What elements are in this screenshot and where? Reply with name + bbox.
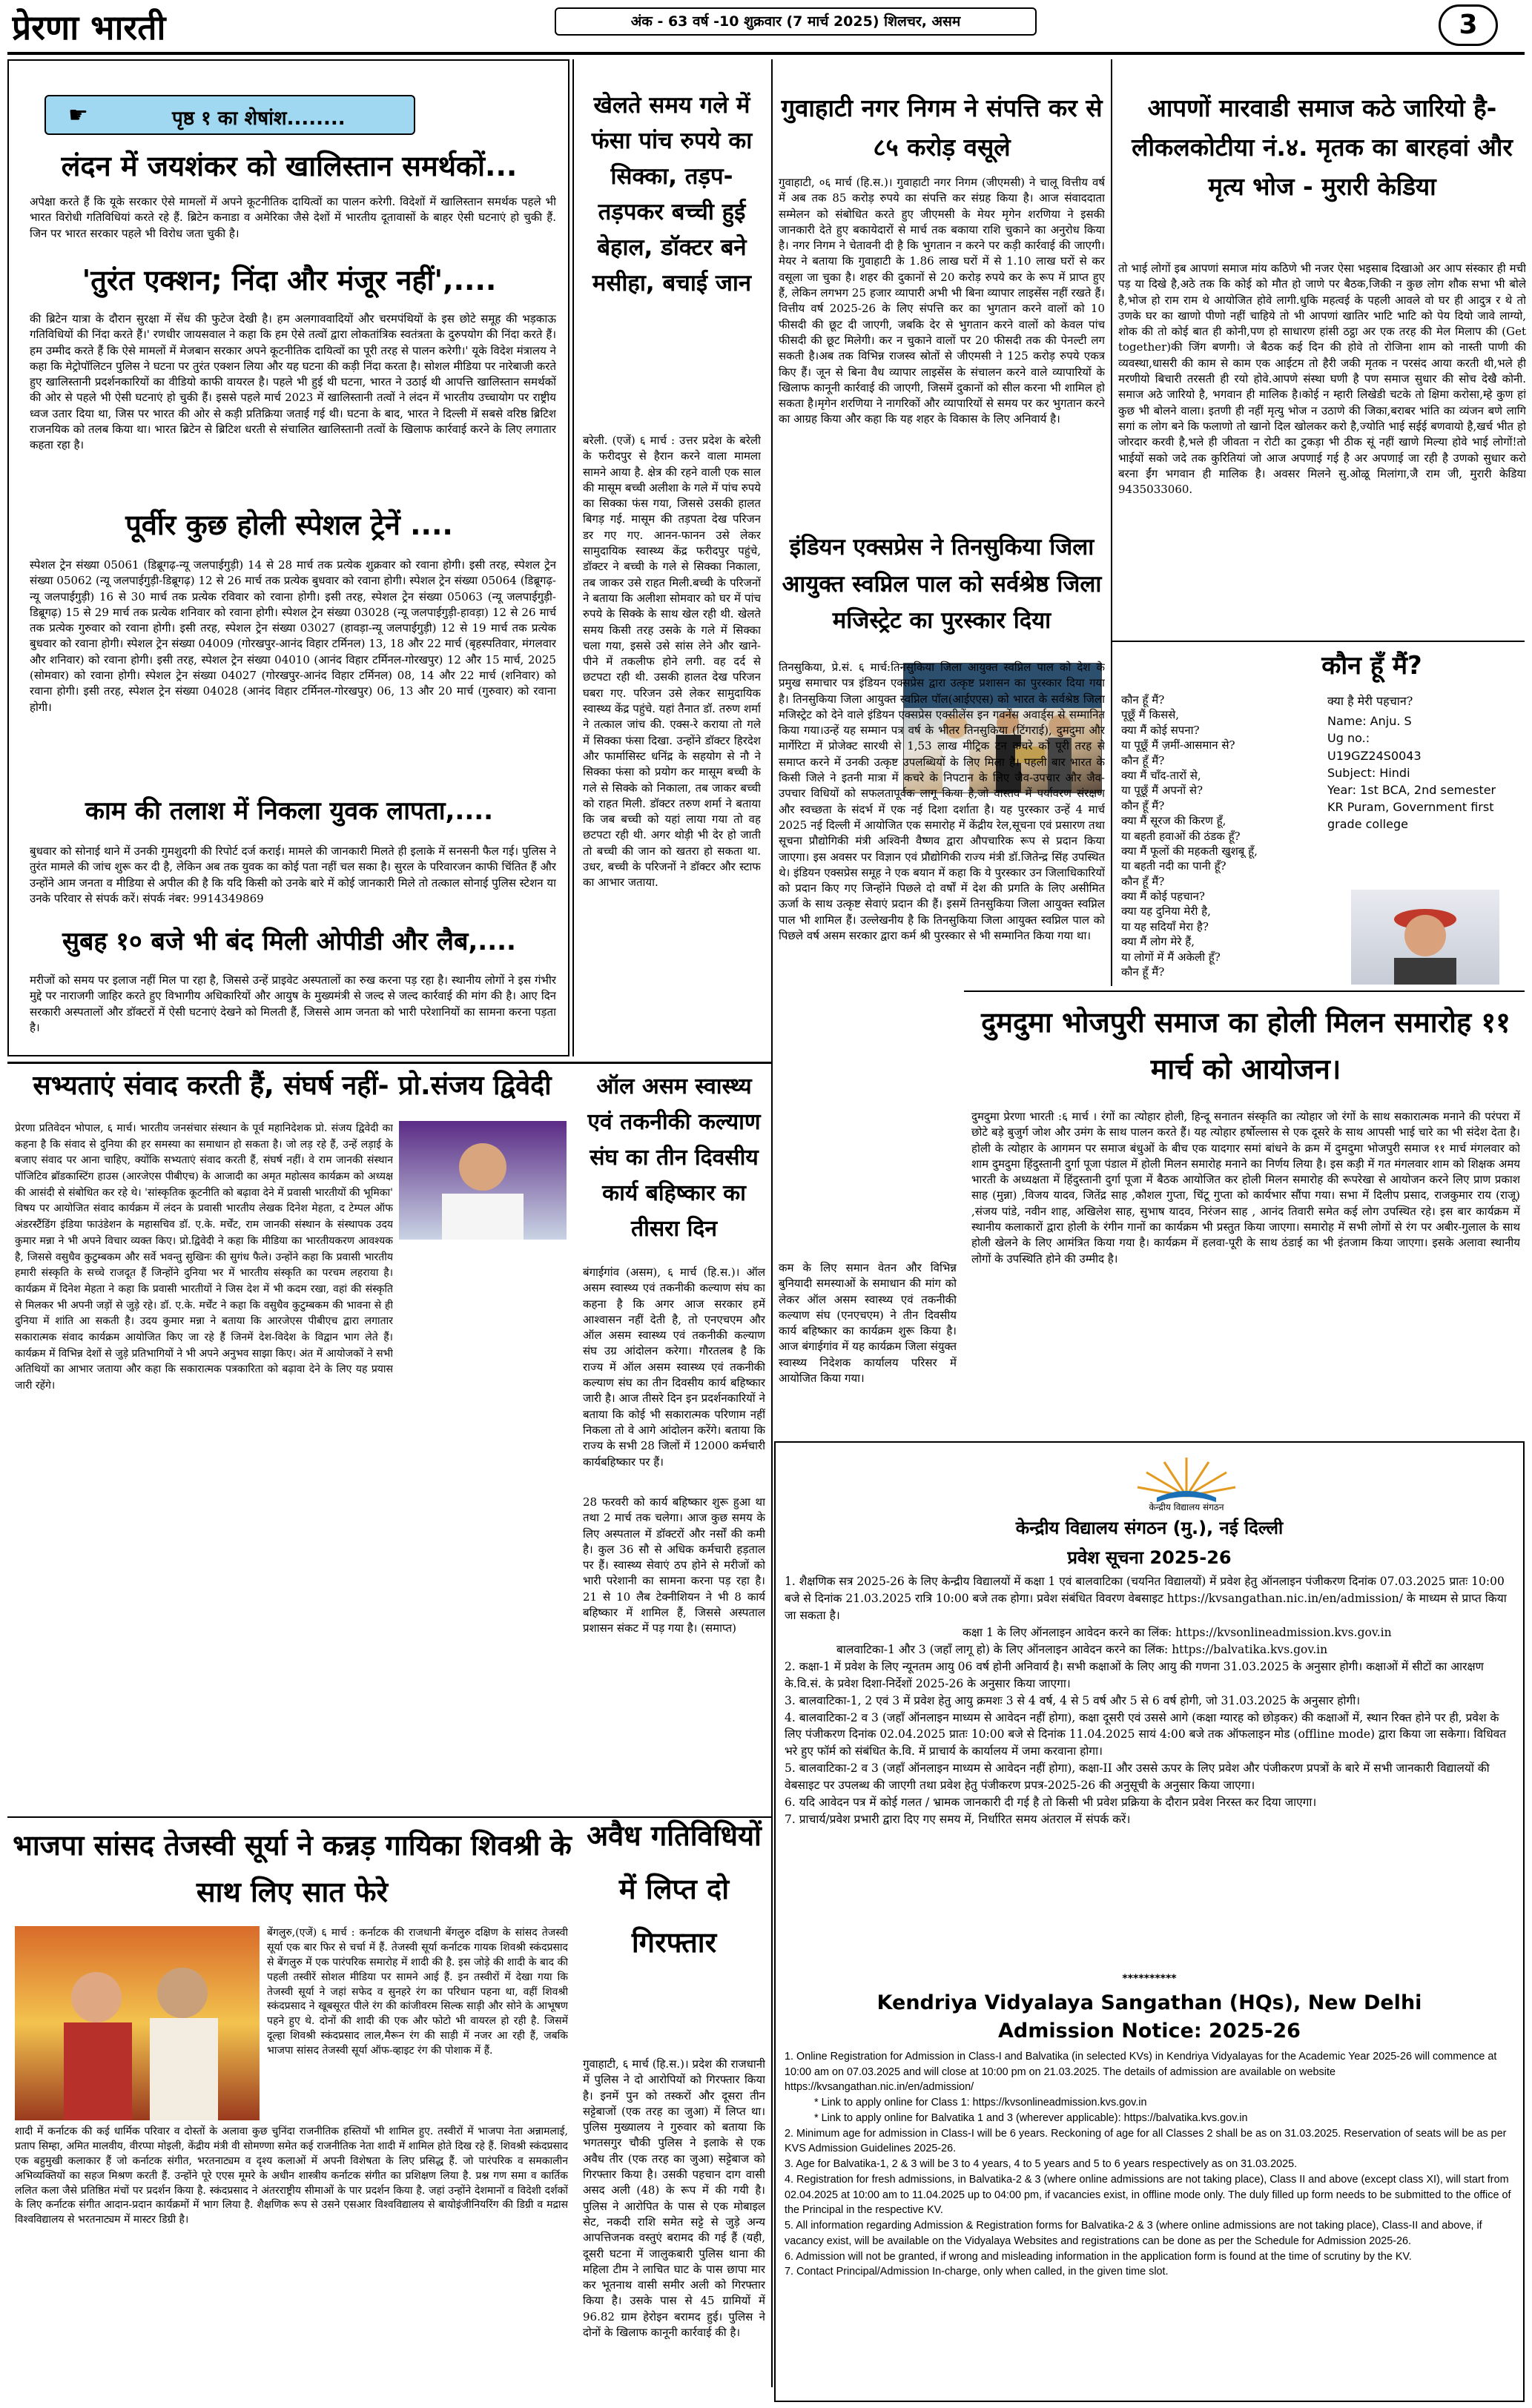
poem-line: या पूछूँ मैं ज़मीं-आसमान से? — [1121, 738, 1235, 752]
column-rule — [771, 59, 773, 2387]
masthead-rule — [7, 52, 1525, 55]
wedding-photo — [15, 1926, 260, 2120]
section-rule — [7, 1062, 771, 1064]
article-title: दुमदुमा भोजपुरी समाज का होली मिलन समारोह ११ मार्च को आयोजन। — [981, 1006, 1510, 1085]
article-title: आपणों मारवाडी समाज कठे जारियो है-लीकलकोटीया नं.४. मृतक का बारहवां और मृत्य भोज - मुरारी केडिया — [1132, 93, 1513, 201]
continuation-tag — [44, 95, 415, 135]
article-body: बरेली. (एजें) ६ मार्च : उत्तर प्रदेश के बरेली के फरीदपुर से हैरान करने वाला मामला सामने आया है. क्षेत्र की रहने वाली एक साल की मासूम बच्ची अलीशा के गले में पांच रुपये का सिक्का फंस गया, जिससे उसकी हालत बिगड़ गई. मासूम की तड़पता देख परिजन डर गए गए. आनन-फानन उसे लेकर सामुदायिक स्वास्थ्य केंद्र फरीदपुर पहुंचे, डॉक्टर ने बच्ची के गले से सिक्का निकाला, तब जाकर उसे राहत मिली.बच्ची के परिजनों ने बताया कि अलीशा सोमवार को घर में पांच रुपये के सिक्के के साथ खेल रही थी. खेलते समय किसी तरह उसके के गले में सिक्का चला गया, इससे उसे सांस लेने और खाने-पीने में तकलीफ होने लगी. वह दर्द से छटपटा रही थी. उसकी हालत देख परिजन घबरा गए. परिजन उसे लेकर सामुदायिक स्वास्थ्य केंद्र पहुंचे. यहां तैनात डॉ. तरुण शर्मा ने तत्काल जांच की. एक्स-रे कराया तो गले में सिक्का फंसा दिखा. उन्होंने डॉक्टर हिरदेश और फार्मासिस्ट धनिंद्र के सहयोग से नौ ने सिक्का फंसा को प्रयोग कर मासूम बच्ची के गले से सिक्के को निकाला, तब जाकर बच्ची को राहत मिली. डॉक्टर तरुण शर्मा ने बताया कि जब बच्ची को यहां लाया गया तो वह छटपटा रही थी. अगर थोड़ी भी देर हो जाती तो बच्ची की जान को खतरा हो सकता था. उधर, बच्ची के परिजनों ने डॉक्टर और स्टाफ का आभार जताया. — [583, 434, 761, 890]
kvs-hindi-item: बालवाटिका-1 और 3 (जहाँ लागू हो) के लिए ऑनलाइन आवेदन करने का लिंक: https://balvatika.kvs.gov.in — [836, 1642, 1328, 1656]
article-title: गुवाहाटी नगर निगम ने संपत्ति कर से ८५ करोड़ वसूले — [781, 93, 1103, 162]
article-body: गुवाहाटी, ६ मार्च (हि.स.)। प्रदेश की राजधानी में पुलिस ने दो आरोपियों को गिरफ्तार किया है। इनमें पुन को तस्करों और दूसरा तीन सट्टेबाजों (एक तरह का जुआ) में लिप्त था।पुलिस मुख्यालय ने गुरुवार को बताया कि भगतसगुर चौकी पुलिस ने इलाके से एक अवैध तीर (एक तरह का जुआ) सट्टेबाज को गिरफ्तार किया है। उसकी पहचान दाग वासी असद अली (48) के रूप में की गयी है। पुलिस ने आरोपित के पास से एक मोबाइल सेट, नकदी राशि समेत सट्टे से जुड़े अन्य आपत्तिजनक वस्तुएं बरामद की गई हैं (यही, दूसरी घटना में जालुकबारी पुलिस थाना की महिला टीम ने लाचित घाट के पास छापा मार कर भूतनाथ वासी समीर अली को गिरफ्तार किया है। उसके पास से 45 ग्रामियों में 96.82 ग्राम हेरोइन बरामद हुई। पुलिस ने दोनों के खिलाफ कानूनी कार्रवाई की है। — [583, 2057, 765, 2340]
kvs-hindi-item: 6. यदि आवेदन पत्र में कोई गलत / भ्रामक जानकारी दी गई है तो किसी भी प्रवेश प्रक्रिया के दौरान प्रवेश निरस्त कर दिया जाएगा। — [785, 1796, 1317, 1810]
poem-line: कौन हूँ मैं? — [1121, 874, 1165, 888]
kvs-notice-title-hindi: प्रवेश सूचना 2025-26 — [1067, 1547, 1232, 1568]
poem-body — [1121, 692, 1307, 989]
poem-line: क्या है मेरी पहचान? — [1327, 694, 1413, 708]
kvs-notice-title-english: Admission Notice: 2025-26 — [998, 2020, 1301, 2042]
poem-line: क्या मैं कोई सपना? — [1121, 723, 1200, 737]
poem-line: क्या मैं कोई पहचान? — [1121, 890, 1205, 904]
author-ug-number: U19GZ24S0043 — [1327, 748, 1422, 763]
kvs-english-item: 1. Online Registration for Admission in Class-I and Balvatika (in selected KVs) in Kendriya Vidyalayas for the Academic Year 2025-26 will commence at 10:00 am on 07.03.2025 and will close at 10:00 pm on 21.03.2025. The details of admission are available on website https://kvsangathan.nic.in/en/admission/ — [785, 2051, 1497, 2094]
poem-line: या लोगों में मैं अकेली हूँ? — [1121, 950, 1221, 964]
kvs-hindi-item: 4. बालवाटिका-2 व 3 (जहाँ ऑनलाइन माध्यम से आवेदन नहीं होगा), कक्षा दूसरी एवं उससे आगे (कक्षा ग्यारह को छोड़कर) की कक्षाओं में, स्थान रिक्त होने पर ही, प्रवेश के लिए पंजीकरण दिनांक 02.04.2025 प्रातः 10:00 बजे से दिनांक 11.04.2025 सायं 4:00 बजे तक ऑफलाइन मोड (offline mode) द्वारा किया जा सकेगा। विधिवत भरे हुए फॉर्म को संबंधित के.वि. में प्राचार्य के कार्यालय में जमा करवाना होगा। — [785, 1710, 1507, 1759]
paper-name: प्रेरणा भारती — [12, 7, 166, 47]
article-body: अपेक्षा करते हैं कि यूके सरकार ऐसे मामलों में अपने कूटनीतिक दायित्वों का पालन करेगी. विदेशों में खालिस्तान समर्थक पहले भी भारत विरोधी गतिविधियां करते रहे हैं. ब्रिटेन कनाडा व अमेरिका जैसे देशों में भारतीय दूतावासों के बाहर ऐसी घटनाएं हो चुकी हैं. जिन पर भारत सरकार पहले भी विरोध जता चुकी है। — [30, 195, 556, 240]
poem-line: क्या मैं लोग मेरे हैं, — [1121, 935, 1195, 949]
article-title: पूर्वीर कुछ होली स्पेशल ट्रेनें .... — [125, 509, 453, 541]
kvs-english-item: 6. Admission will not be granted, if wrong and misleading information in the application form is found at the time of scrutiny by the KV. — [785, 2250, 1412, 2263]
article-title: भाजपा सांसद तेजस्वी सूर्या ने कन्नड़ गायिका शिवश्री के साथ लिए सात फेरे — [13, 1829, 572, 1908]
article-body: बुधवार को सोनाई थाने में उनकी गुमशुदगी की रिपोर्ट दर्ज कराई। मामले की जानकारी मिलते ही इलाके में सनसनी फैल गई। पुलिस ने तुरंत मामले की जांच शुरू कर दी है, लेकिन अब तक युवक का कोई पता नहीं चल सका है। सुरल के परिवारजन काफी चिंतित हैं और उन्होंने आम जनता व मीडिया से अपील की है कि यदि किसी को उनके बारे में कोई जानकारी मिले तो तत्काल सोनाई पुलिस स्टेशन या उनके परिवार से संपर्क करें। संपर्क नंबर: 9914349869 — [30, 844, 556, 905]
poem-line: या यह सदियाँ मेरा है? — [1121, 919, 1209, 933]
article-body: शादी में कर्नाटक की कई धार्मिक परिवार व दोस्तों के अलावा कुछ चुनिंदा राजनीतिक हस्तियों भी शामिल हुए. तस्वीरों में भाजपा नेता अन्नामलाई, प्रताप सिम्हा, अमित मालवीय, वीरप्पा मोइली, केंद्रीय मंत्री वी सोमण्णा समेत कई राजनीतिक नेता शादी में शामिल होते दिख रहे हैं. शिवश्री स्कंदप्रसाद एक बहुमुखी कलाकार हैं जो कर्नाटक संगीत, भरतनाट्यम व दृश्य कलाओं में अपनी विशेषता के लिए प्रसिद्ध हैं. जो पारंपरिक व समकालीन अभिव्यक्तियों का सहज मिश्रण करती हैं. उन्होंने पूरे एएस मूमरे के अधीन शास्त्रीय कर्नाटक संगीत का प्रशिक्षण लिया है. प्रश्न गण समा व कार्तिक ललित कला जैसे प्रतिष्ठित मंचों पर प्रदर्शन किया है. स्कंदप्रसाद ने अंतरराष्ट्रीय सीमाओं के पार प्रदर्शन किया है. जहां उन्होंने देशमानों व विदेशी दर्शकों के लिए कर्नाटक संगीत आदान-प्रदान कार्यक्रमों में भाग लिया है. शैक्षणिक रूप से उसने एसआर विश्वविद्यालय से बायोइंजीनियरिंग की डिग्री व मद्रास विश्वविद्यालय से भरतनाट्यम में मास्टर डिग्री है। — [15, 2126, 568, 2226]
kvs-logo-text: केन्द्रीय विद्यालय संगठन — [1149, 1502, 1224, 1512]
kvs-hindi-item: 5. बालवाटिका-2 व 3 (जहाँ ऑनलाइन माध्यम से आवेदन नहीं होगा), कक्षा-II और उससे ऊपर के लिए प्रवेश और पंजीकरण प्रपत्रों के बारे में सभी जानकारी विद्यालयों की वेबसाइट पर उपलब्ध की जाएगी तथा प्रवेश हेतु पंजीकरण प्रपत्र-2025-26 की अनुसूची के अनुसार किया जाएगा। — [785, 1762, 1490, 1793]
poem-title: कौन हूँ मैं? — [1321, 651, 1422, 681]
issue-line-box — [555, 7, 1037, 36]
author-year: Year: 1st BCA, 2nd semester — [1327, 782, 1496, 797]
article-body: स्पेशल ट्रेन संख्या 05061 (डिब्रूगढ़-न्यू जलपाईगुड़ी) 14 से 28 मार्च तक प्रत्येक शुक्रवार को रवाना होगी। इसी तरह, स्पेशल ट्रेन संख्या 05062 (न्यू जलपाईगुड़ी-डिब्रूगढ़) 12 से 26 मार्च तक प्रत्येक बुधवार को रवाना होगी। स्पेशल ट्रेन संख्या 05064 (डिब्रूगढ़-न्यू जलपाईगुड़ी) 16 से 30 मार्च तक प्रत्येक रविवार को रवाना होगी। इसी तरह, स्पेशल ट्रेन संख्या 05063 (न्यू जलपाईगुड़ी-डिब्रूगढ़) 15 से 29 मार्च तक प्रत्येक शनिवार को रवाना होगी। स्पेशल ट्रेन संख्या 03028 (न्यू जलपाईगुड़ी-हावड़ा) 12 से 26 मार्च तक प्रत्येक गुरुवार को रवाना होगी। इसी तरह, स्पेशल ट्रेन संख्या 03027 (हावड़ा-न्यू जलपाईगुड़ी) 12 से 19 मार्च तक प्रत्येक बुधवार को रवाना होगी। स्पेशल ट्रेन संख्या 04009 (गोरखपुर-आनंद विहार टर्मिनल) 13, 18 और 22 मार्च (बृहस्पतिवार, मंगलवार और शनिवार) को रवाना होगी। इसी तरह, स्पेशल ट्रेन संख्या 04010 (आनंद विहार टर्मिनल-गोरखपुर) 12 और 15 मार्च, 2025 (सोमवार) को रवाना होगी। स्पेशल ट्रेन संख्या 04027 (गोरखपुर-आनंद विहार टर्मिनल) 08, 14 और 22 मार्च (शनिवार) को रवाना होगी। इसी तरह, स्पेशल ट्रेन संख्या 04028 (आनंद विहार टर्मिनल-गोरखपुर) 06, 13 और 20 मार्च (गुरुवार) को रवाना होगी। — [30, 558, 556, 714]
kvs-english-item: 2. Minimum age for admission in Class-I will be 6 years. Reckoning of age for all Classes 2 shall be as on 31.03.2025. Reservation of seats will be as per KVS Admission Guidelines 2025-26. — [785, 2127, 1507, 2155]
column-rule — [1111, 59, 1112, 986]
poem-line: कौन हूँ मैं? — [1121, 693, 1165, 707]
column-rule — [572, 59, 574, 1056]
article-body: तो भाई लोगों इब आपणां समाज मांय कठिणे भी नजर ऐसा भइसाब दिखाओ अर आप संस्कार ही मची पड़ या दिखे है,अठे तक कि कोई को मौत हो जाणे पर बैठक,जिकी न कुछ लोग शौक सभा भी बोले है,भोज हो राम राम थे आयोजित होवे लागी.धुकि महत्वई के पहली आवले वो घर ही आदुत्र र थे तो उणके घर का खाणो पीणो नहीं चाहिये तो भी आपणां खातिर भाटि भाटि को पेय दियो जावे लाग्यो, शोक की तो कोई बात ही कोनी,पण हो साधारण हांसी ठट्ठा अर एक तरह की मेल मिलाप की (Get together)की जिंग बणगी। जे बैठक कई दिन की होवे तो रोजिना शाम को नास्ती पाणी की व्यवस्था,धासरी की काम से काम एक आईटम तो हैरी जकी मृतक न परसंद आया करती थी,भले ही मरणीयो बिचारी तरसती ही रयो होवे.आपणे संस्था घणी है पण समाज सुधार की सोच देखै कोनी. समाज अठे जारियो है, भगवान ही मालिक है।कोई न म्हारी लिखेडी चटके तो क्षिमा करोसा,म्हे कुण हां कुछ भी बोलने वाला। इतणी ही नहीं मृत्यु भोज न उठाणे की जिका,बराबर भांति का व्यंजन बणे लागि सगां क लोग बने कि फलाणो तो खानो दिल खोलकर करो है,ज्योति भाई सईई बणवायो है,खर्च भीत हो जोरदार करवी है,भले ही जीवता न रोटी का टुकड़ा भी ठीक सूं नहीं खाणे मिल्या होवे भाई लोगों!तो भाईयों सको जदे तक कुरितियां जो आज अपणाई गई है अर अपणाई जा रही है उणको सुधार करो बरना ईंग भगवान ही मालिक है। अवसर मिलने सु.ओळू मिलांगा,जै राम जी, मुरारी केडिया 9435033060. — [1118, 262, 1526, 497]
kvs-hindi-item: 1. शैक्षणिक सत्र 2025-26 के लिए केन्द्रीय विद्यालयों में कक्षा 1 एवं बालवाटिका (चयनित विद्यालयों) में प्रवेश हेतु ऑनलाइन पंजीकरण दिनांक 07.03.2025 प्रातः 10:00 बजे से दिनांक 21.03.2025 रात्रि 10:00 बजे तक होगा। प्रवेश संबंधित विवरण वेबसाइट https://kvsangathan.nic.in/en/admission/ के माध्यम से प्राप्त किया जा सकता है। — [785, 1575, 1507, 1622]
article-title: सुबह १० बजे भी बंद मिली ओपीडी और लैब,.... — [62, 927, 516, 956]
speaker-photo — [399, 1121, 567, 1240]
author-ug-label: Ug no.: — [1327, 731, 1370, 746]
kvs-hindi-item: कक्षा 1 के लिए ऑनलाइन आवेदन करने का लिंक: https://kvsonlineadmission.kvs.gov.in — [963, 1625, 1392, 1639]
kvs-english-item: 4. Registration for fresh admissions, in Balvatika-2 & 3 (where online admissions are not taking place), Class II and above (except class XI), will start from 02.04.2025 at 10:00 am to 11.04.2025 up to 04:00 pm, if vacancies exist, in offline mode only. The duly filled up form needs to be submitted to the office of the Principal in the respective KV. — [785, 2173, 1511, 2217]
article-title: सभ्यताएं संवाद करती हैं, संघर्ष नहीं- प्रो.संजय द्विवेदी — [33, 1071, 552, 1101]
article-title: अवैध गतिविधियों में लिप्त दो गिरफ्तार — [587, 1819, 762, 1959]
issue-line: अंक - 63 वर्ष -10 शुक्रवार (7 मार्च 2025) शिलचर, असम — [630, 13, 961, 30]
article-body: प्रेरणा प्रतिवेदन भोपाल, ६ मार्च। भारतीय जनसंचार संस्थान के पूर्व महानिदेशक प्रो. संजय द्विवेदी का कहना है कि संवाद से दुनिया की हर समस्या का समाधान हो सकता है। जो लड़ रहे हैं, उन्हें लड़ाई के बजाए संवाद पर आना चाहिए, क्योंकि सभ्यताएं संवाद करती हैं, संघर्ष नहीं। वे राम जानकी संस्थान पॉजिटिव ब्रॉडकास्टिंग हाउस (आरजेएस पीबीएच) के आजादी का अमृत महोत्सव कार्यक्रम को अध्यक्ष की आसंदी से संबोधित कर रहे थे। 'सांस्कृतिक कूटनीति को बढ़ावा देने में प्रवासी भारतीयों की भूमिका' विषय पर आयोजित संवाद कार्यक्रम में लंदन के प्रवासी भारतीय लेखक दिनेश मेहता, द टेम्पल ऑफ अंडरस्टैंडिंग इंडिया फाउंडेशन के महासचिव डॉ. ए.के. मर्चेंट, राम जानकी संस्थान के संस्थापक उदय कुमार मन्ना ने भी अपने विचार व्यक्त किए। प्रो.द्विवेदी ने कहा कि मीडिया का भारतीयकरण आवश्यक है, जिससे वसुधैव कुटुम्बकम और सर्वे भवन्तु सुखिनः की सुगंध फैले। उन्होंने कहा कि प्रवासी भारतीय हमारी संस्कृति के सच्चे राजदूत हैं जिन्होंने दुनिया भर में भारतीय संस्कृति का परचम लहराया है। कार्यक्रम में दिनेश मेहता ने कहा कि प्रवासी भारतीयों ने जिस देश में भी कदम रखा, वहां की संस्कृति से मिलकर भी अपनी जड़ों से जुड़े रहे। डॉ. ए.के. मर्चेंट ने कहा कि वसुधैव कुटुम्बकम की भावना से ही दुनिया में शांति आ सकती है। उदय कुमार मन्ना ने बताया कि आरजेएस पीबीएच द्वारा लगातार सकारात्मक संवाद कार्यक्रम आयोजित किए जा रहे हैं जिनमें देश-विदेश के विद्वान भाग लेते हैं। कार्यक्रम में विभिन्न देशों से जुड़े प्रतिभागियों ने भी अपने अनुभव साझा किए। अंत में आयोजकों ने सभी अतिथियों का आभार जताया और कहा कि सकारात्मक पत्रकारिता को बढ़ावा देने के लिए यह प्रयास जारी रहेंगे। — [15, 1122, 393, 1392]
poem-line: कौन हूँ मैं? — [1121, 753, 1165, 767]
article-body: बेंगलुरु,(एजें) ६ मार्च : कर्नाटक की राजधानी बेंगलुरु दक्षिण के सांसद तेजस्वी सूर्या एक बार फिर से चर्चा में हैं. तेजस्वी सूर्या कर्नाटक गायक शिवश्री स्कंदप्रसाद से बेंगलुरु में एक पारंपरिक समारोह में शादी की है. इस जोड़े की शादी के बाद की पहली तस्वीरें सोशल मीडिया पर सामने आई हैं. इन तस्वीरों में देखा गया कि तेजस्वी सूर्या ने जहां सफेद व सुनहरे रंग का परिधान पहना था, वहीं शिवश्री स्कंदप्रसाद ने खूबसूरत पीले रंग की कांजीवरम सिल्क साड़ी और सोने के आभूषण पहने हुए थे. दोनों की शादी की एक और फोटो भी वायरल हो रही है. जिसमें दूल्हा शिवश्री स्कंदप्रसाद लाल,मैरून रंग की साड़ी में नजर आ रही हैं, जबकि भाजपा सांसद तेजस्वी सूर्या ऑफ-व्हाइट रंग की पोशाक में हैं. — [267, 1927, 568, 2057]
speaker-portrait-image — [399, 1121, 567, 1240]
poem-line: क्या मैं चाँद-तारों से, — [1121, 768, 1201, 782]
kvs-english-notice-body — [785, 2049, 1519, 2398]
kvs-hindi-notice-body — [785, 1573, 1519, 1971]
kvs-english-item: * Link to apply online for Class 1: https://kvsonlineadmission.kvs.gov.in — [814, 2097, 1147, 2109]
poem-line: क्या यह दुनिया मेरी है, — [1121, 904, 1211, 919]
article-title: ऑल असम स्वास्थ्य एवं तकनीकी कल्याण संघ का तीन दिवसीय कार्य बहिष्कार का तीसरा दिन — [587, 1074, 761, 1242]
poem-line: कौन हूँ मैं? — [1121, 798, 1165, 813]
continuation-label: पृष्ठ १ का शेषांश........ — [172, 108, 346, 130]
article-body: 28 फरवरी को कार्य बहिष्कार शुरू हुआ था तथा 2 मार्च तक चलेगा। आज कुछ समय के लिए अस्पताल में डॉक्टरों और नर्सों की कमी है। कुल 36 सौ से अधिक कर्मचारी हड़ताल पर हैं। स्वास्थ्य सेवाएं ठप होने से मरीजों को भारी परेशानी का सामना करना पड़ रहा है। 21 से 10 लैब टेक्नीशियन ने भी 8 कार्य बहिष्कार में शामिल हैं, जिससे अस्पताल प्रशासन संकट में पड़ गया है। (समाप्त) — [583, 1495, 765, 1635]
poem-author-block — [1327, 692, 1525, 907]
article-title: खेलते समय गले में फंसा पांच रुपये का सिक्का, तड़प-तड़पकर बच्ची हुई बेहाल, डॉक्टर बने मसीहा, बचाई जान — [591, 92, 753, 297]
article-body: दुमदुमा प्रेरणा भारती :६ मार्च । रंगों का त्योहार होली, हिन्दू सनातन संस्कृति का त्योहार जो रंगों के साथ सकारात्मक मनाने की परंपरा में छोटे बड़े बुजुर्ग जोश और उमंग के साथ पालन करते हैं। यह त्योहार हर्षोल्लास से एक दूसरे के साथ आपसी भाई चारे का भी संदेश देता है। होली के त्योहार के आगमन पर समाज बंधुओं के बीच एक यादगार समां बांधने के क्रम में दुमदुमा भोजपुरी समाज ११ मार्च मंगलवार को शाम दुमदुमा हिंदुस्तानी दुर्गा पूजा पंडाल में होली मिलन समारोह मनाने का निर्णय लिया है। इस कड़ी में गत मंगलवार शाम को शिक्षक अमय भारती के अध्यक्षता में हिंदुस्तानी दुर्गा पूजा में बैठक आयोजित कर होली मिलन समारोह की रूपरेखा से आयोजन करने लिए प्राण प्रकाश साह (मुन्ना) ,विजय यादव, जितेंद्र साह ,कौशल गुप्ता, चिंटू गुप्ता को कार्यभार सौंपा गया। सभा में दिलीप प्रसाद, राजकुमार राय (राजू) ,संजय पांडे, नवीन शाह, अखिलेश साह, सुभाष यादव, निरंजन साह , आनंद तिवारी समेत कई लोग उपस्थित रहे। इस बार कार्यक्रम में स्थानीय कलाकारों द्वारा होली के रंगीन गानों का कार्यक्रम भी प्रस्तुत किया जाएगा। समारोह में सभी लोगों से रंग पर अबीर-गुलाल के साथ होली खेलने के लिए आमंत्रित किया गया है। कार्यक्रम में हलवा-पूरी के साथ ठंडाई का भी इंतजाम किया जाएगा। इसके अलावा स्थानीय लोगों के उपस्थिति होने की उम्मीद है। — [971, 1110, 1520, 1266]
kvs-english-item: 5. All information regarding Admission & Registration forms for Balvatika-2 & 3 (where online admissions are not taking place), Class-II and above, if vacancy exist, will be available on the Vidyalaya Websites and registrations can be done as per the Schedule for Admission 2025-26. — [785, 2220, 1482, 2247]
kvs-logo — [1112, 1450, 1261, 1512]
kvs-org-name: केन्द्रीय विद्यालय संगठन (मु.), नई दिल्ली — [1015, 1518, 1284, 1538]
kvs-separator: ********** — [1122, 1973, 1177, 1985]
poem-line: या बहती हवाओं की ठंडक हूँ? — [1121, 829, 1241, 843]
page-number-badge — [1439, 4, 1498, 46]
article-title: 'तुरंत एक्शन; निंदा और मंजूर नहीं',.... — [82, 264, 497, 297]
section-rule — [964, 990, 1525, 992]
poem-line: क्या मैं सूरज की किरण हूँ, — [1121, 814, 1226, 828]
author-subject: Subject: Hindi — [1327, 765, 1410, 780]
poem-line: या बहती नदी का पानी हूँ? — [1121, 859, 1226, 873]
wedding-couple-image — [15, 1926, 260, 2120]
article-body: मरीजों को समय पर इलाज नहीं मिल पा रहा है, जिससे उन्हें प्राइवेट अस्पतालों का रुख करना पड़ रहा है। स्थानीय लोगों ने इस गंभीर मुद्दे पर नाराजगी जाहिर करते हुए विभागीय अधिकारियों और आयुष के मुख्यमंत्री से जल्द से जल्द कार्रवाई की मांग की है। आए दिन सरकारी अस्पतालों और डॉक्टरों में ऐसी घटनाएं देखने को मिलती हैं, जिससे आम जनता को भारी परेशानियों का सामना करना पड़ता है। — [30, 973, 556, 1034]
article-title: काम की तलाश में निकला युवक लापता,.... — [85, 796, 494, 826]
pointing-hand-icon: ☛ — [68, 102, 88, 128]
article-title: लंदन में जयशंकर को खालिस्तान समर्थकों... — [61, 150, 518, 182]
section-rule — [1112, 641, 1525, 642]
kvs-hindi-item: 2. कक्षा-1 में प्रवेश के लिए न्यूनतम आयु 06 वर्ष होनी अनिवार्य है। सभी कक्षाओं के लिए आयु की गणना 31.03.2025 के अनुसार होगी। कक्षाओं में सीटों का आरक्षण के.वि.सं. के प्रवेश दिशा-निर्देशों 2025-26 के अनुसार किया जाएगा। — [785, 1659, 1484, 1690]
author-portrait-image — [1351, 890, 1499, 985]
kvs-english-item: 3. Age for Balvatika-1, 2 & 3 will be 3 to 4 years, 4 to 5 years and 5 to 6 years respectively as on 31.03.2025. — [785, 2158, 1298, 2171]
article-body: गुवाहाटी, ०६ मार्च (हि.स.)। गुवाहाटी नगर निगम (जीएमसी) ने चालू वित्तीय वर्ष में अब तक 85 करोड़ रुपये का संपत्ति कर संग्रह किया है। आज संवाददाता सम्मेलन को संबोधित करते हुए जीएमसी के मेयर मृगेन शरणिया ने इसकी जानकारी देते हुए बकायेदारों से मार्च तक बकाया राशि चुकाने का अनुरोध किया है। नगर निगम ने चेतावनी दी है कि भुगतान न करने पर कड़ी कार्रवाई की जाएगी।मेयर ने बताया कि गुवाहाटी के 1.86 लाख घरों में से 1.10 लाख घरों से कर वसूला जा चुका है। शहर की दुकानों से 20 करोड़ रुपये कर के रूप में प्राप्त हुए हैं, लेकिन लगभग 25 हजार व्यापारी अभी भी बिना व्यापार लाइसेंस नहीं रखते हैं। वित्तीय वर्ष 2025-26 के लिए संपत्ति कर का भुगतान करने वालों को 10 फीसदी की छूट दी जाएगी, जबकि देर से भुगतान करने वालों को केवल पांच फीसदी की छूट मिलेगी। कर न चुकाने वालों पर 20 फीसदी तक की पेनल्टी लग सकती है।अब तक विभिन्न राजस्व स्रोतों से जीएमसी ने 125 करोड़ रुपये एकत्र किए हैं। जून से बिना वैध व्यापार लाइसेंस के संचालन करने वाले व्यापारियों के खिलाफ कानूनी कार्रवाई की जाएगी, जिसमें दुकानों को सील करना भी शामिल हो सकता है।मृगेन शरणिया ने नागरिकों और व्यापारियों से समय पर कर भुगतान करने का आग्रह किया और कहा कि यह शहर के विकास के लिए अनिवार्य है। — [779, 176, 1105, 426]
author-college: KR Puram, Government first grade college — [1327, 800, 1494, 832]
poem-line: पूछूँ मैं किससे, — [1121, 708, 1179, 722]
kvs-hindi-item: 3. बालवाटिका-1, 2 एवं 3 में प्रवेश हेतु आयु क्रमशः 3 से 4 वर्ष, 4 से 5 वर्ष और 5 से 6 वर्ष होगी, जो 31.03.2025 के अनुसार होगी। — [785, 1693, 1361, 1707]
article-title: इंडियन एक्सप्रेस ने तिनसुकिया जिला आयुक्त स्वप्निल पाल को सर्वश्रेष्ठ जिला मजिस्ट्रेट का पुरस्कार दिया — [782, 534, 1102, 635]
kvs-hindi-item: 7. प्राचार्य/प्रवेश प्रभारी द्वारा दिए गए समय में, निर्धारित समय अंतराल में संपर्क करें। — [785, 1813, 1131, 1827]
poem-line: या पूछूँ मैं अपनों से? — [1121, 784, 1204, 798]
author-photo — [1351, 890, 1499, 985]
kvs-org-name-english: Kendriya Vidyalaya Sangathan (HQs), New Delhi — [876, 1991, 1422, 2014]
article-body: की ब्रिटेन यात्रा के दौरान सुरक्षा में सेंध की फुटेज देखी है। हम अलगाववादियों और चरमपंथियों के इस छोटे समूह की भड़काऊ गतिविधियों की निंदा करते हैं।' रणधीर जायसवाल ने कहा कि हम ऐसे तत्वों द्वारा लोकतांत्रिक स्वतंत्रता के दुरुपयोग की निंदा करते हैं। हम उम्मीद करते हैं कि ऐसे मामलों में मेजबान सरकार अपने कूटनीतिक दायित्वों का पूरी तरह से पालन करेगी।' यूके विदेश मंत्रालय ने कहा कि मेट्रोपॉलिटन पुलिस ने घटना पर तुरंत एक्शन लिया और यह घटना की कड़ी निंदा करता है। सोशल मीडिया पर नारेबाजी करते हुए खालिस्तानी प्रदर्शनकारियों का वीडियो काफी वायरल है। पहले भी हुई थी घटना, भारत ने उठाई थी आपत्ति खालिस्तान समर्थकों की ओर से पहले भी ऐसी घटनाएं हो चुकी हैं। इससे पहले मार्च 2023 में खालिस्तानी तत्वों ने लंदन में भारतीय उच्चायोग पर राष्ट्रीय ध्वज उतार दिया था, जिस पर भारत की ओर से कड़ी प्रतिक्रिया जताई गई थी। घटना के बाद, भारत ने दिल्ली में सबसे वरिष्ठ ब्रिटिश राजनयिक को तलब किया था। भारत ब्रिटेन से ब्रिटिश धरती से संचालित खालिस्तानी तत्वों के खिलाफ कार्रवाई करने के लिए लगातार कहता रहा है। — [30, 312, 556, 452]
kvs-english-item: 7. Contact Principal/Admission In-charge, only when called, in the given time slot. — [785, 2266, 1169, 2278]
poem-line: क्या मैं फूलों की महकती खुशबू हूँ, — [1121, 844, 1258, 858]
page-number: 3 — [1459, 10, 1478, 40]
kvs-english-item: * Link to apply online for Balvatika 1 and 3 (wherever applicable): https://balvatika.kvs.gov.in — [814, 2111, 1248, 2124]
article-body: तिनसुकिया, प्रे.सं. ६ मार्च:तिनसुकिया जिला आयुक्त स्वप्निल पाल को देश के प्रमुख समाचार पत्र इंडियन एक्सप्रेस द्वारा उत्कृष्ट प्रशासन का पुरस्कार दिया गया है। तिनसुकिया जिला आयुक्त स्वप्निल पॉल(आईएएस) को भारत के सर्वश्रेष्ठ जिला मजिस्ट्रेट को देने वाले इंडियन एक्सप्रेस एक्सीलेंस इन गवर्नेंस अवार्ड्स से सम्मानित किया गया।उन्हें यह सम्मान पत्र वर्ष के भीतर तिनसुकिया (टिंगराई), दुमदुमा और मार्गेरिटा में प्रोजेक्ट सारथी से 1,53 लाख मीट्रिक टन कचरे को पूरी तरह से समाप्त करने में उनकी उत्कृष्ट उपलब्धियों के लिए मिला है। पहली बार भारत के किसी जिले ने इतनी मात्रा में कचरे के निपटान के लिए जैव-उपचार और जैव-उपचार विधियों को सफलतापूर्वक लागू किया है,जो वास्तव में पर्यावरण संरक्षण और स्वच्छता के संदर्भ में एक नई दिशा दर्शाता है। यह पुरस्कार उन्हें 4 मार्च 2025 नई दिल्ली में आयोजित एक समारोह में केंद्रीय रेल,सूचना एवं प्रसारण तथा सूचना प्रौद्योगिकी मंत्री अश्विनी वैष्णव द्वारा औपचारिक रूप से प्रदान किया जाएगा। इस अवसर पर विज्ञान एवं प्रौद्योगिकी राज्य मंत्री डॉ.जितेन्द्र सिंह उपस्थित थे। इंडियन एक्सप्रेस समूह ने एक बयान में कहा कि ये पुरस्कार उन जिलाधिकारियों को प्रदान किए गए जिन्होंने पिछले दो वर्षों में देश की प्रगति के लिए असीमित ऊर्जा के साथ उत्कृष्ट सेवाएं प्रदान की हैं। इसमें तिनसुकिया जिला आयुक्त स्वप्निल पाल भी शामिल हैं। उल्लेखनीय है कि तिनसुकिया जिला आयुक्त स्वप्निल पाल को पिछले वर्ष असम सरकार द्वारा कर्म श्री पुरस्कार से भी सम्मानित किया गया था। — [779, 661, 1105, 943]
poem-line: कौन हूँ मैं? — [1121, 965, 1165, 979]
article-body: कम के लिए समान वेतन और विभिन्न बुनियादी समस्याओं के समाधान की मांग को लेकर ऑल असम स्वास्थ्य एवं तकनीकी कल्याण संघ (एनएचएम) ने तीन दिवसीय कार्य बहिष्कार का कार्यक्रम शुरू किया है। आज बंगाईगांव में यह कार्यक्रम जिला संयुक्त स्वास्थ्य निदेशक कार्यालय परिसर में आयोजित किया गया। — [779, 1261, 957, 1386]
author-name: Name: Anju. S — [1327, 714, 1412, 729]
article-body: बंगाईगांव (असम), ६ मार्च (हि.स.)। ऑल असम स्वास्थ्य एवं तकनीकी कल्याण संघ का कहना है कि अगर आज सरकार हमें आश्वासन नहीं देती है, तो एनएचएम और ऑल असम स्वास्थ्य एवं तकनीकी कल्याण संघ उग्र आंदोलन करेगा। गौरतलब है कि राज्य में ऑल असम स्वास्थ्य एवं तकनीकी कल्याण संघ का तीन दिवसीय कार्य बहिष्कार जारी है। आज तीसरे दिन इन प्रदर्शनकारियों ने बताया कि कोई भी सकारात्मक परिणाम नहीं निकला तो वे आगे आंदोलन करेंगे। बताया कि राज्य के सभी 28 जिलों में 12000 कर्मचारी कार्यबहिष्कार पर हैं। — [583, 1266, 765, 1469]
